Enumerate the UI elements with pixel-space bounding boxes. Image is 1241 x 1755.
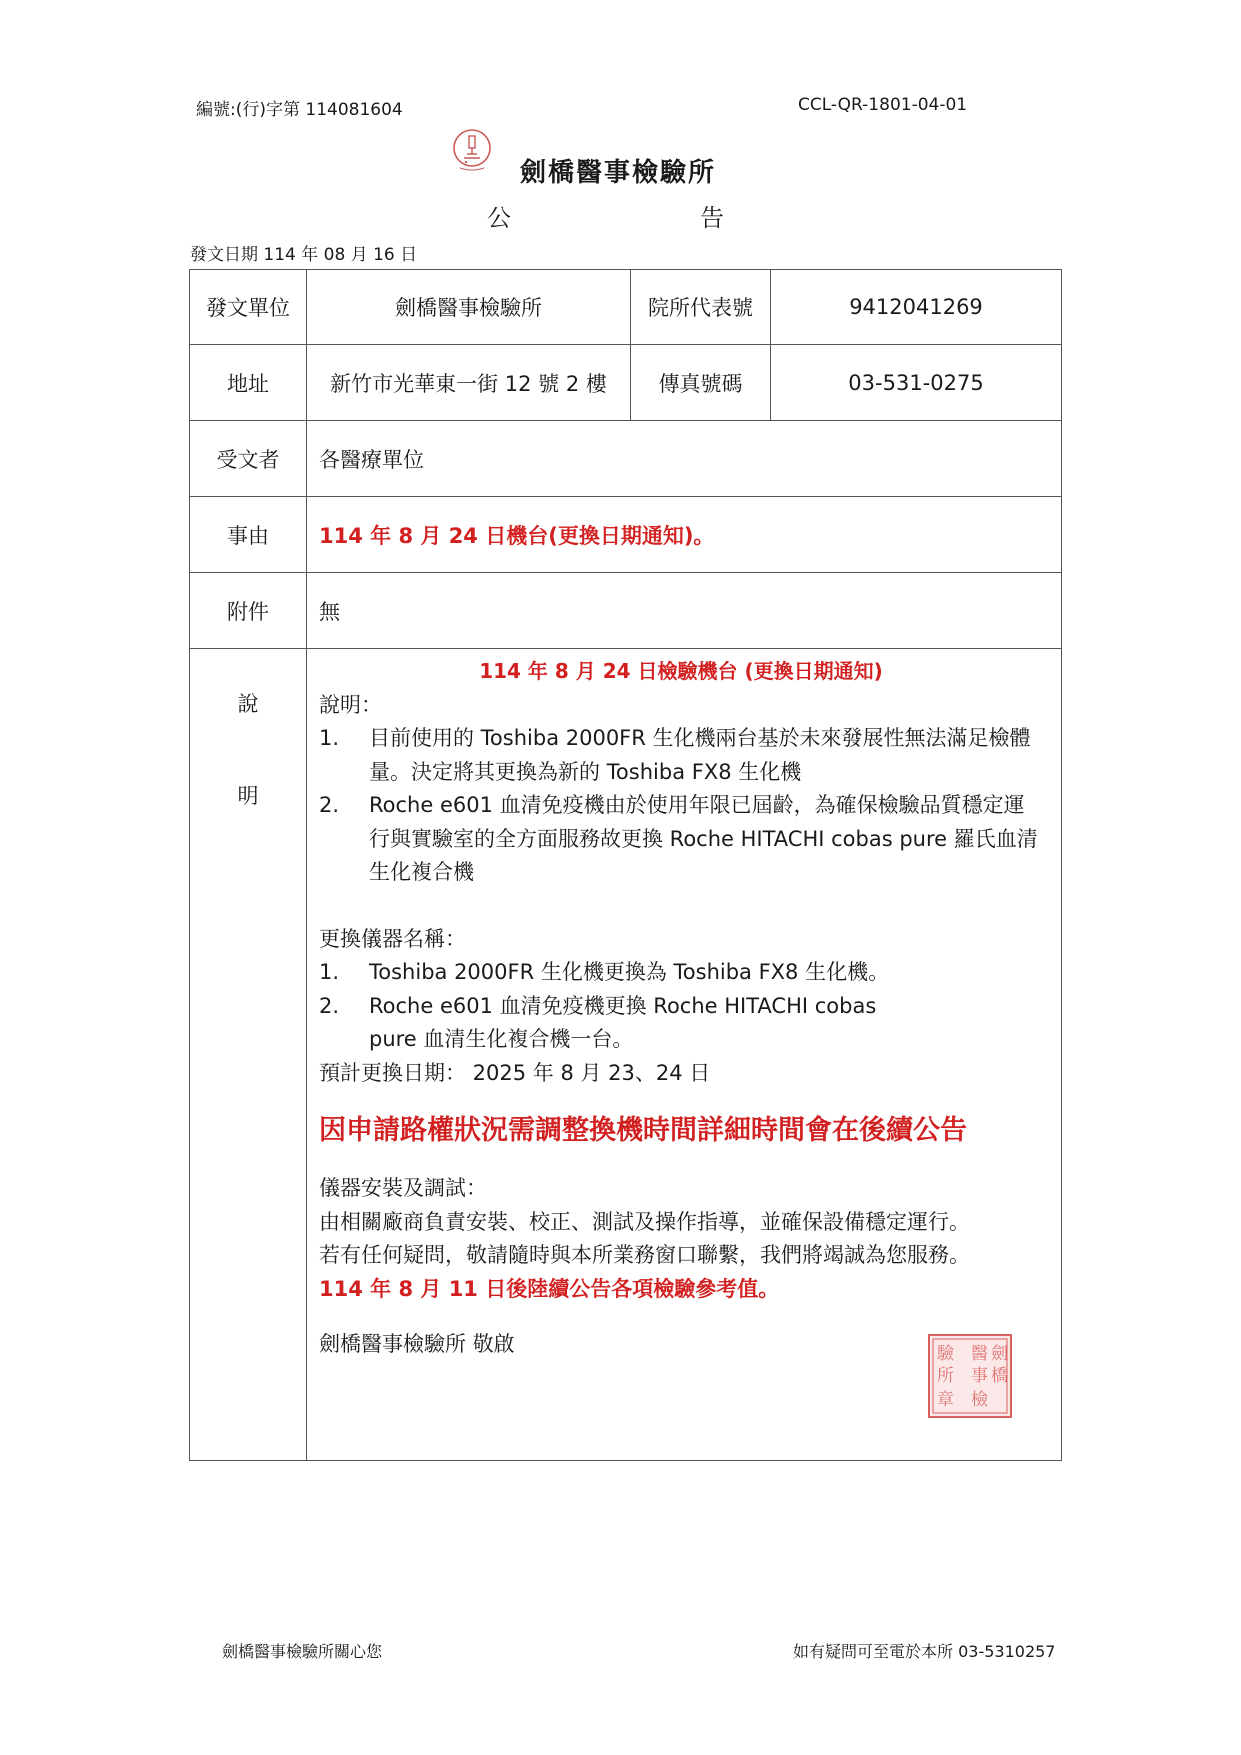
seal-char: 醫 (971, 1344, 988, 1364)
recipient-label: 受文者 (190, 421, 307, 497)
footer-left: 劍橋醫事檢驗所關心您 (222, 1642, 383, 1661)
code-label: 院所代表號 (631, 270, 771, 345)
explanation-label (190, 649, 307, 1461)
seal-icon (927, 1333, 1013, 1419)
recipient-value: 各醫療單位 (307, 421, 1062, 497)
sender-label: 發文單位 (190, 270, 307, 345)
seal-char: 事 (971, 1366, 988, 1386)
subject-label: 事由 (190, 497, 307, 573)
document-number: 編號:(行)字第 114081604 (196, 100, 403, 120)
replace-title: 更換儀器名稱： (319, 926, 466, 951)
reference-notice: 114 年 8 月 11 日後陸續公告各項檢驗參考值。 (319, 1276, 780, 1301)
schedule-notice: 因申請路權狀況需調整換機時間詳細時間會在後續公告 (319, 1115, 967, 1146)
address-label: 地址 (190, 345, 307, 421)
table-row (190, 270, 1062, 345)
explanation-heading: 114 年 8 月 24 日檢驗機台 (更換日期通知) (479, 659, 883, 683)
table-row (190, 421, 1062, 497)
seal-char: 檢 (971, 1390, 988, 1410)
install-line-1: 由相關廠商負責安裝、校正、測試及操作指導，並確保設備穩定運行。 (319, 1209, 970, 1234)
code-value: 9412041269 (771, 270, 1062, 345)
install-line-2: 若有任何疑問，敬請隨時與本所業務窗口聯繫，我們將竭誠為您服務。 (319, 1243, 970, 1267)
planned-date: 預計更換日期： 2025 年 8 月 23、24 日 (319, 1060, 711, 1085)
table-row (190, 573, 1062, 649)
explanation-label-char-1: 說 (237, 692, 259, 716)
notice-title-char-2: 告 (700, 204, 724, 232)
seal-char: 所 (937, 1366, 954, 1386)
list-item (319, 789, 1043, 890)
table-row (190, 345, 1062, 421)
form-code: CCL-QR-1801-04-01 (798, 95, 968, 115)
notice-table (189, 269, 1062, 1461)
seal-char: 橋 (991, 1366, 1008, 1386)
install-title: 儀器安裝及調試： (319, 1176, 487, 1200)
list-item (319, 990, 1043, 1057)
list-item-number: 2. (319, 993, 340, 1018)
seal-char: 章 (937, 1390, 954, 1410)
footer-right: 如有疑問可至電於本所 03-5310257 (793, 1642, 1056, 1661)
list-item-text: Roche e601 血清免疫機由於使用年限已屆齡，為確保檢驗品質穩定運行與實驗室的全方面服務故更換 Roche HITACHI cobas pure 羅氏血清生化複合機 (369, 793, 1038, 884)
table-row (190, 497, 1062, 573)
fax-value: 03-531-0275 (771, 345, 1062, 421)
list-item-number: 2. (319, 793, 340, 817)
seal-char: 驗 (937, 1344, 954, 1364)
fax-label: 傳真號碼 (631, 345, 771, 421)
official-seal (927, 1333, 1013, 1419)
explanation-label-char-2: 明 (237, 784, 259, 808)
list-item-text: Roche e601 血清免疫機更換 Roche HITACHI cobas pure 血清生化複合機一台。 (369, 993, 877, 1051)
list-item-number: 1. (319, 726, 340, 750)
subject-value: 114 年 8 月 24 日機台(更換日期通知)。 (307, 497, 1062, 573)
notice-title-char-1: 公 (487, 204, 511, 232)
sender-value: 劍橋醫事檢驗所 (307, 270, 631, 345)
org-title: 劍橋醫事檢驗所 (520, 158, 717, 188)
signature: 劍橋醫事檢驗所 敬啟 (319, 1332, 515, 1356)
list-item-number: 1. (319, 960, 340, 984)
address-value: 新竹市光華東一街 12 號 2 樓 (307, 345, 631, 421)
attachment-label: 附件 (190, 573, 307, 649)
issue-date: 發文日期 114 年 08 月 16 日 (190, 245, 418, 265)
table-row (190, 649, 1062, 1461)
explanation-body (307, 649, 1062, 1461)
list-item-text: 目前使用的 Toshiba 2000FR 生化機兩台基於未來發展性無法滿足檢體量。決定將其更換為新的 Toshiba FX8 生化機 (369, 726, 1031, 784)
list-item (319, 956, 1043, 990)
list-item-text: Toshiba 2000FR 生化機更換為 Toshiba FX8 生化機。 (369, 960, 890, 984)
explanation-intro: 說明： (319, 692, 382, 717)
lab-logo-icon (450, 128, 494, 174)
attachment-value: 無 (307, 573, 1062, 649)
seal-char: 劍 (991, 1344, 1008, 1364)
list-item (319, 722, 1043, 789)
